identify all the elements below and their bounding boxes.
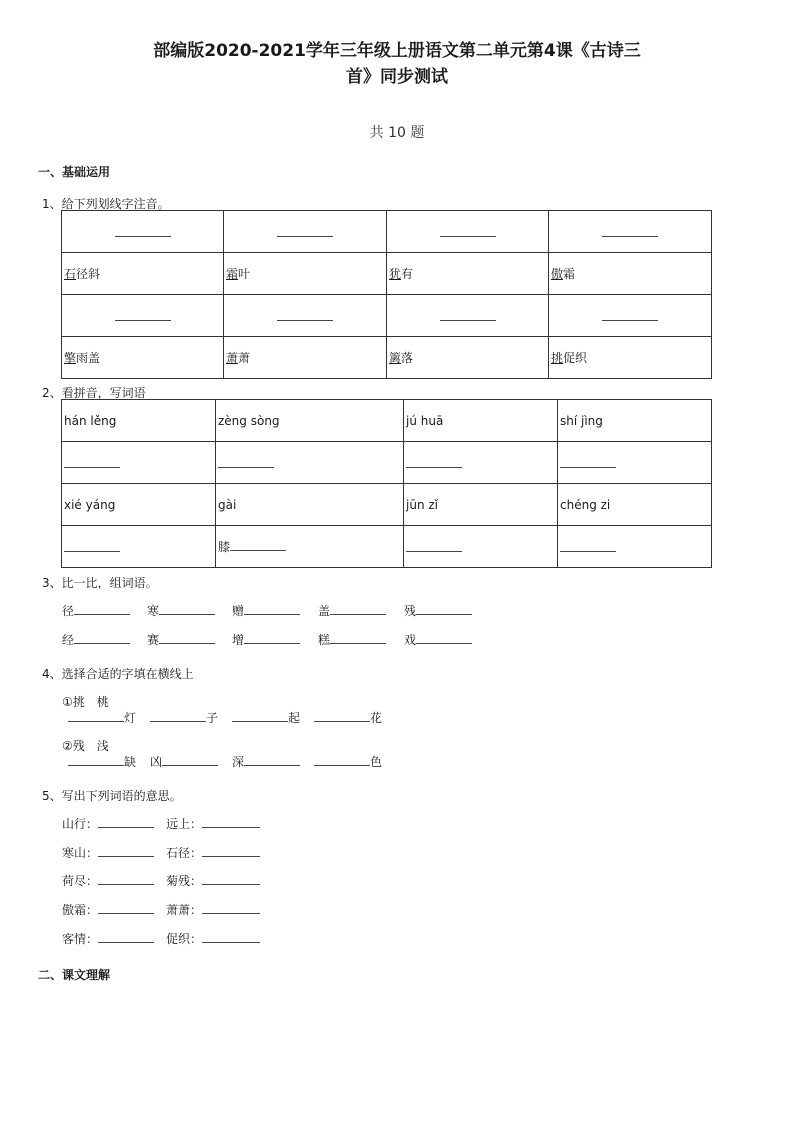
compare-item: 糕 bbox=[318, 631, 404, 648]
answer-blank[interactable] bbox=[440, 224, 496, 237]
q1-word: 篱落 bbox=[387, 337, 549, 379]
answer-blank[interactable] bbox=[202, 901, 260, 914]
compare-item: 残 bbox=[404, 602, 490, 619]
compare-item: 径 bbox=[62, 602, 147, 619]
answer-blank[interactable] bbox=[560, 539, 616, 552]
meaning-item: 萧萧： bbox=[166, 901, 260, 918]
answer-blank[interactable] bbox=[416, 602, 472, 615]
pinyin-cell: jú huā bbox=[404, 400, 558, 442]
compare-item: 赛 bbox=[147, 631, 232, 648]
pinyin-cell: chéng zi bbox=[558, 484, 712, 526]
pinyin-cell: zèng sòng bbox=[216, 400, 404, 442]
answer-blank[interactable] bbox=[159, 602, 215, 615]
answer-blank[interactable] bbox=[244, 753, 300, 766]
q1-word-row-2 bbox=[62, 337, 712, 379]
q4-group-2-row bbox=[68, 753, 396, 770]
answer-blank[interactable] bbox=[406, 539, 462, 552]
q4-prompt: 4、选择合适的字填在横线上 bbox=[42, 667, 194, 681]
q1-word: 霜叶 bbox=[224, 253, 387, 295]
q1-word: 傲霜 bbox=[549, 253, 712, 295]
fill-item: 灯 bbox=[68, 709, 150, 726]
answer-blank[interactable] bbox=[98, 901, 154, 914]
answer-blank[interactable] bbox=[68, 709, 124, 722]
pinyin-cell: gài bbox=[216, 484, 404, 526]
answer-blank[interactable] bbox=[277, 308, 333, 321]
compare-item: 经 bbox=[62, 631, 147, 648]
meaning-item: 促织： bbox=[166, 930, 260, 947]
q4-group-2-label: ②残 浅 bbox=[62, 739, 109, 753]
answer-blank[interactable] bbox=[440, 308, 496, 321]
q2-table bbox=[61, 399, 712, 568]
title-line-1: 部编版2020-2021学年三年级上册语文第二单元第4课《古诗三 bbox=[153, 41, 641, 61]
q5-row bbox=[62, 844, 260, 861]
answer-blank[interactable] bbox=[314, 753, 370, 766]
answer-blank[interactable] bbox=[159, 631, 215, 644]
answer-blank[interactable] bbox=[602, 224, 658, 237]
section-heading-text: 二、课文理解 bbox=[38, 968, 111, 982]
answer-blank[interactable] bbox=[232, 709, 288, 722]
meaning-item: 寒山： bbox=[62, 844, 166, 861]
q1-word: 石径斜 bbox=[62, 253, 224, 295]
fill-item: 起 bbox=[232, 709, 314, 726]
fill-item: 花 bbox=[314, 709, 396, 726]
q3-row-2 bbox=[62, 631, 490, 648]
q1-blank-row-1 bbox=[62, 211, 712, 253]
q1-word: 犹有 bbox=[387, 253, 549, 295]
q5-row bbox=[62, 815, 260, 832]
q1-table bbox=[61, 210, 712, 379]
answer-blank[interactable] bbox=[218, 455, 274, 468]
answer-blank[interactable] bbox=[244, 631, 300, 644]
fill-item: 色 bbox=[314, 753, 396, 770]
q5-row bbox=[62, 930, 260, 947]
answer-blank[interactable] bbox=[202, 872, 260, 885]
answer-blank[interactable] bbox=[98, 815, 154, 828]
compare-item: 寒 bbox=[147, 602, 232, 619]
answer-blank[interactable] bbox=[74, 631, 130, 644]
meaning-item: 远上： bbox=[166, 815, 260, 832]
question-count: 共 10 题 bbox=[369, 125, 425, 141]
page-title bbox=[120, 38, 674, 90]
q1-word-row-1 bbox=[62, 253, 712, 295]
answer-blank[interactable] bbox=[74, 602, 130, 615]
q2-prompt: 2、看拼音，写词语 bbox=[42, 386, 146, 400]
meaning-item: 客情： bbox=[62, 930, 166, 947]
answer-blank[interactable] bbox=[98, 872, 154, 885]
meaning-item: 菊残： bbox=[166, 872, 260, 889]
q3-row-1 bbox=[62, 602, 490, 619]
q4-group-1-row bbox=[68, 709, 396, 726]
answer-blank[interactable] bbox=[202, 930, 260, 943]
answer-blank[interactable] bbox=[150, 709, 206, 722]
answer-blank[interactable] bbox=[115, 224, 171, 237]
meaning-item: 山行： bbox=[62, 815, 166, 832]
q1-word: 萧萧 bbox=[224, 337, 387, 379]
title-line-2: 首》同步测试 bbox=[346, 67, 448, 87]
fill-item: 子 bbox=[150, 709, 232, 726]
answer-blank[interactable] bbox=[202, 815, 260, 828]
meaning-item: 荷尽： bbox=[62, 872, 166, 889]
answer-blank[interactable] bbox=[560, 455, 616, 468]
fill-item: 深 bbox=[232, 753, 314, 770]
q2-pinyin-row-2 bbox=[62, 484, 712, 526]
q2-answer-row-1 bbox=[62, 442, 712, 484]
answer-blank[interactable] bbox=[416, 631, 472, 644]
compare-item: 盖 bbox=[318, 602, 404, 619]
q5-row bbox=[62, 872, 260, 889]
compare-item: 赠 bbox=[232, 602, 318, 619]
answer-blank[interactable] bbox=[64, 455, 120, 468]
answer-blank[interactable] bbox=[314, 709, 370, 722]
answer-blank[interactable] bbox=[64, 539, 120, 552]
q1-word: 擎雨盖 bbox=[62, 337, 224, 379]
pinyin-cell: hán lěng bbox=[62, 400, 216, 442]
answer-blank[interactable] bbox=[230, 538, 286, 551]
answer-blank[interactable] bbox=[162, 753, 218, 766]
section-heading-basic: 一、基础运用 bbox=[38, 165, 111, 179]
compare-item: 增 bbox=[232, 631, 318, 648]
answer-blank[interactable] bbox=[244, 602, 300, 615]
answer-blank[interactable] bbox=[277, 224, 333, 237]
meaning-item: 傲霜： bbox=[62, 901, 166, 918]
answer-blank[interactable] bbox=[602, 308, 658, 321]
prefilled-char: 膝 bbox=[218, 540, 231, 554]
answer-blank[interactable] bbox=[68, 753, 124, 766]
q1-blank-row-2 bbox=[62, 295, 712, 337]
pinyin-cell: jūn zǐ bbox=[404, 484, 558, 526]
q2-pinyin-row-1 bbox=[62, 400, 712, 442]
q4-group-1-label: ①挑 桃 bbox=[62, 695, 109, 709]
answer-blank[interactable] bbox=[98, 844, 154, 857]
answer-blank[interactable] bbox=[330, 602, 386, 615]
q1-prompt: 1、给下列划线字注音。 bbox=[42, 197, 170, 211]
pinyin-cell: xié yáng bbox=[62, 484, 216, 526]
fill-item: 缺 bbox=[68, 753, 150, 770]
q5-row bbox=[62, 901, 260, 918]
compare-item: 戏 bbox=[404, 631, 490, 648]
q1-word: 挑促织 bbox=[549, 337, 712, 379]
answer-blank[interactable] bbox=[330, 631, 386, 644]
answer-blank[interactable] bbox=[115, 308, 171, 321]
meaning-item: 石径： bbox=[166, 844, 260, 861]
answer-blank[interactable] bbox=[98, 930, 154, 943]
fill-item: 凶 bbox=[150, 753, 232, 770]
answer-blank[interactable] bbox=[406, 455, 462, 468]
q5-prompt: 5、写出下列词语的意思。 bbox=[42, 789, 182, 803]
q2-answer-row-2 bbox=[62, 526, 712, 568]
pinyin-cell: shí jìng bbox=[558, 400, 712, 442]
q3-prompt: 3、比一比，组词语。 bbox=[42, 576, 158, 590]
answer-blank[interactable] bbox=[202, 844, 260, 857]
